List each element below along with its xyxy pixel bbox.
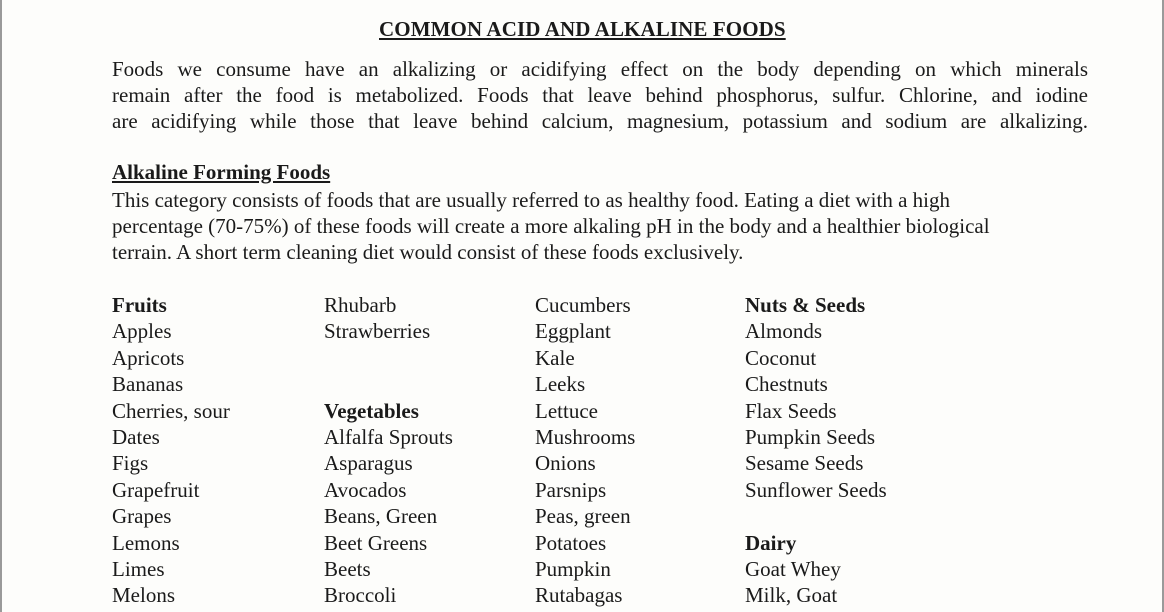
document-title: COMMON ACID AND ALKALINE FOODS [379, 17, 786, 41]
food-column-2 [324, 292, 453, 609]
food-item: Kale [535, 345, 575, 370]
food-item: Potatoes [535, 530, 607, 555]
food-item: Almonds [745, 319, 823, 344]
food-item: Asparagus [324, 451, 413, 476]
food-item: Broccoli [324, 583, 397, 608]
food-item: Pumpkin [535, 556, 611, 581]
description-line: terrain. A short term cleaning diet would consist of these foods exclusively. [112, 240, 744, 264]
food-item: Alfalfa Sprouts [324, 424, 453, 449]
food-item: Lettuce [535, 398, 598, 423]
food-item: Bananas [112, 372, 184, 397]
description-line: This category consists of foods that are usually referred to as healthy food. Eating a diet with a high [112, 188, 951, 212]
food-item: Chestnuts [745, 372, 828, 397]
food-item: Avocados [324, 477, 407, 502]
food-column-4 [745, 292, 887, 609]
food-item: Rutabagas [535, 583, 623, 608]
food-item: Flax Seeds [745, 398, 837, 423]
section-description [112, 187, 990, 265]
category-heading-vegetables: Vegetables [324, 398, 419, 423]
food-item: Sesame Seeds [745, 451, 864, 476]
food-item: Onions [535, 451, 596, 476]
food-item: Sunflower Seeds [745, 477, 887, 502]
intro-line: are acidifying while those that leave behind calcium, magnesium, potassium and sodium are alkalizing. [112, 109, 1088, 133]
food-item: Beet Greens [324, 530, 428, 555]
food-item: Strawberries [324, 319, 431, 344]
food-column-1 [112, 292, 230, 609]
food-item: Milk, Goat [745, 583, 838, 608]
section-heading-alkaline: Alkaline Forming Foods [112, 160, 331, 184]
food-item: Beans, Green [324, 504, 438, 529]
blank-row [745, 503, 887, 529]
food-item: Cucumbers [535, 293, 631, 317]
food-column-3 [535, 292, 635, 609]
intro-line: remain after the food is metabolized. Foods that leave behind phosphorus, sulfur. Chlorine, and iodine [112, 83, 1088, 107]
food-item: Dates [112, 424, 160, 449]
blank-row [324, 345, 453, 371]
food-item: Apples [112, 319, 172, 344]
food-item: Rhubarb [324, 293, 397, 317]
description-line: percentage (70-75%) of these foods will create a more alkaling pH in the body and a healthier biological [112, 214, 990, 238]
food-item: Peas, green [535, 504, 631, 529]
food-item: Limes [112, 556, 165, 581]
food-item: Figs [112, 451, 149, 476]
food-item: Coconut [745, 345, 817, 370]
food-item: Pumpkin Seeds [745, 424, 876, 449]
intro-paragraph [112, 56, 1088, 134]
food-item: Melons [112, 583, 175, 608]
blank-row [324, 371, 453, 397]
food-item: Mushrooms [535, 424, 636, 449]
category-heading-dairy: Dairy [745, 530, 797, 555]
food-item: Cherries, sour [112, 398, 230, 423]
intro-line: Foods we consume have an alkalizing or acidifying effect on the body depending on which minerals [112, 57, 1088, 81]
food-item: Grapes [112, 504, 172, 529]
food-item: Beets [324, 556, 371, 581]
category-heading-nuts-seeds: Nuts & Seeds [745, 293, 866, 317]
food-item: Goat Whey [745, 556, 841, 581]
food-item: Eggplant [535, 319, 611, 344]
food-item: Parsnips [535, 477, 607, 502]
category-heading-fruits: Fruits [112, 293, 167, 317]
food-item: Grapefruit [112, 477, 200, 502]
food-item: Leeks [535, 372, 586, 397]
food-item: Lemons [112, 530, 180, 555]
food-item: Apricots [112, 345, 185, 370]
